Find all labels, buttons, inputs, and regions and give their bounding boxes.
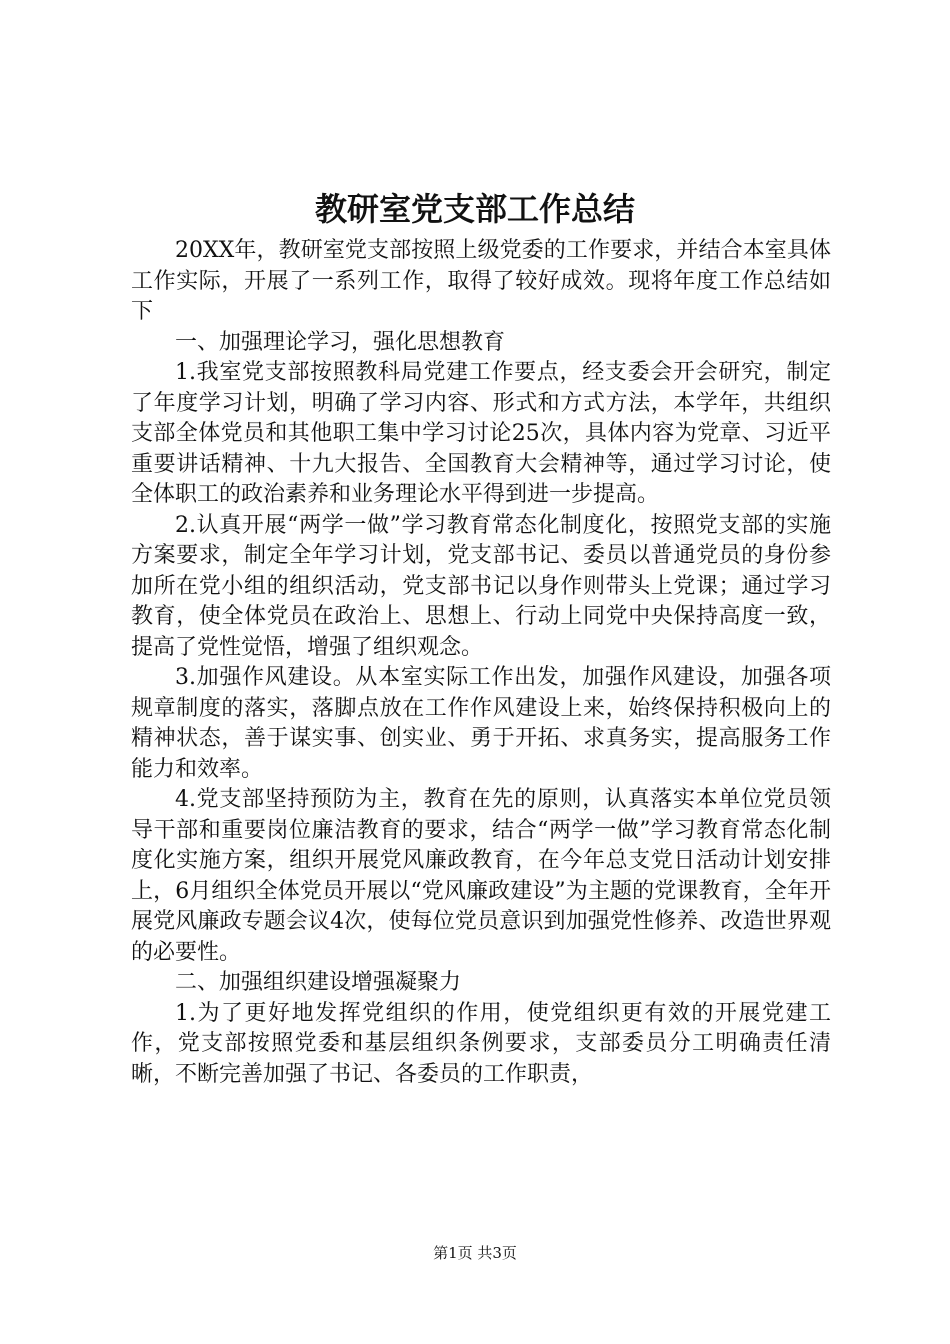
paragraph-1-4: 4.党支部坚持预防为主，教育在先的原则，认真落实本单位党员领导干部和重要岗位廉洁教育的要求，结合“两学一做”学习教育常态化制度化实施方案，组织开展党风廉政教育，在今年总支党日活动计划安排上，6月组织全体党员开展以“党风廉政建设”为主题的党课教育，全年开展党风廉政专题会议4次，使每位党员意识到加强党性修养、改造世界观的必要性。 [131,787,831,965]
page-number-footer: 第1页 共3页 [433,1244,517,1262]
paragraph-1-3: 3.加强作风建设。从本室实际工作出发，加强作风建设，加强各项规章制度的落实，落脚点放在工作作风建设上来，始终保持积极向上的精神状态，善于谋实事、创实业、勇于开拓、求真务实，提高服务工作能力和效率。 [131,665,831,782]
paragraph-intro: 20XX年，教研室党支部按照上级党委的工作要求，并结合本室具体工作实际，开展了一系列工作，取得了较好成效。现将年度工作总结如下 [131,238,831,324]
paragraph-1-2: 2.认真开展“两学一做”学习教育常态化制度化，按照党支部的实施方案要求，制定全年学习计划，党支部书记、委员以普通党员的身份参加所在党小组的组织活动，党支部书记以身作则带头上党课；通过学习教育，使全体党员在政治上、思想上、行动上同党中央保持高度一致，提高了党性觉悟，增强了组织观念。 [131,512,831,660]
section-heading-1: 一、加强理论学习，强化思想教育 [175,329,506,355]
document-body [131,236,831,1090]
paragraph-1-1: 1.我室党支部按照教科局党建工作要点，经支委会开会研究，制定了年度学习计划，明确了学习内容、形式和方式方法，本学年，共组织支部全体党员和其他职工集中学习讨论25次，具体内容为党章、习近平重要讲话精神、十九大报告、全国教育大会精神等，通过学习讨论，使全体职工的政治素养和业务理论水平得到进一步提高。 [131,360,831,507]
paragraph-2-1: 1.为了更好地发挥党组织的作用，使党组织更有效的开展党建工作，党支部按照党委和基层组织条例要求，支部委员分工明确责任清晰，不断完善加强了书记、各委员的工作职责， [131,1000,831,1087]
document-title: 教研室党支部工作总结 [314,190,635,228]
section-heading-2: 二、加强组织建设增强凝聚力 [175,970,462,995]
